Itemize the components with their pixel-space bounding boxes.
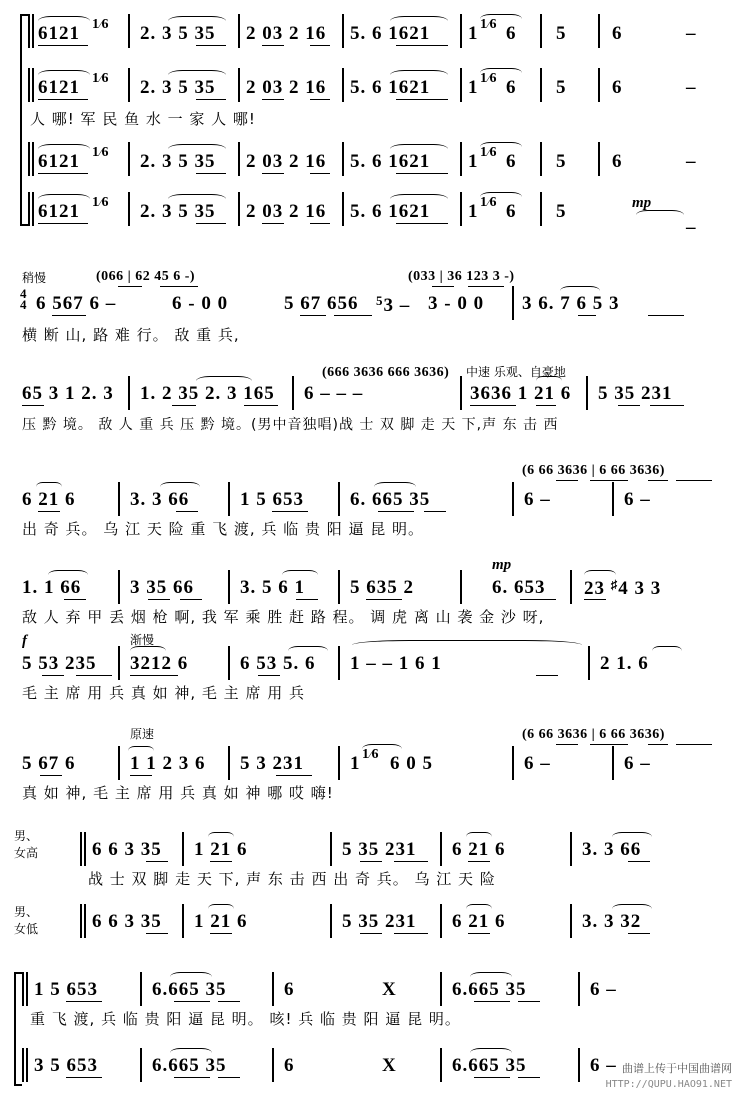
measure-notes: 1 21 6 xyxy=(194,911,248,932)
measure-notes: 6 xyxy=(506,23,517,44)
barline-double xyxy=(28,192,33,226)
barline xyxy=(182,832,184,866)
rest-x: X xyxy=(382,1055,397,1076)
barline xyxy=(140,1048,142,1082)
barline xyxy=(512,286,514,320)
barline xyxy=(512,482,514,516)
lyrics-line: 人 哪! 军 民 鱼 水 一 家 人 哪! xyxy=(30,110,256,128)
measure-notes: 3212 6 xyxy=(130,653,189,674)
barline xyxy=(238,68,240,102)
measure-notes: 1⁄6 xyxy=(480,71,498,86)
measure-notes: 2. 3 5 35 xyxy=(140,23,216,44)
measure-notes: 6 – xyxy=(524,753,551,774)
measure-notes: 6 – xyxy=(590,1055,617,1076)
barline xyxy=(342,192,344,226)
barline xyxy=(578,1048,580,1082)
barline xyxy=(228,646,230,680)
measure-notes: 6 xyxy=(284,979,295,1000)
measure-notes: 6 21 6 xyxy=(452,839,506,860)
cue-notes: (6 66 3636 | 6 66 3636) xyxy=(522,463,665,478)
measure-notes: 5. 6 1621 xyxy=(350,77,431,98)
barline xyxy=(570,904,572,938)
barline xyxy=(128,68,130,102)
measure-notes: 3 35 66 xyxy=(130,577,194,598)
measure-notes: – xyxy=(686,217,697,238)
barline xyxy=(228,482,230,516)
measure-notes: 1⁄6 xyxy=(92,145,110,160)
measure-notes: 1⁄6 xyxy=(92,17,110,32)
barline xyxy=(338,746,340,780)
barline xyxy=(182,904,184,938)
measure-notes: 6 6 3 35 xyxy=(92,911,162,932)
barline xyxy=(140,972,142,1006)
measure-notes: 1. 2 35 2. 3 165 xyxy=(140,383,275,404)
barline xyxy=(292,376,294,410)
time-signature: 4 4 xyxy=(20,286,27,312)
barline xyxy=(440,904,442,938)
measure-notes: 65 3 1 2. 3 xyxy=(22,383,114,404)
measure-notes: 5 xyxy=(556,77,567,98)
lyrics-line: 敌 人 弃 甲 丢 烟 枪 啊, 我 军 乘 胜 赶 路 程。 调 虎 离 山 袭 金 沙 呀, xyxy=(22,608,545,626)
measure-notes: 1⁄6 xyxy=(480,195,498,210)
barline xyxy=(128,376,130,410)
measure-notes: 6 xyxy=(612,23,623,44)
barline xyxy=(128,142,130,176)
barline xyxy=(612,746,614,780)
barline xyxy=(128,14,130,48)
barline xyxy=(238,14,240,48)
barline xyxy=(612,482,614,516)
measure-notes: 3. 3 66 xyxy=(582,839,642,860)
barline-double xyxy=(28,14,33,48)
cue-notes-right: (033 | 36 123 3 -) xyxy=(408,269,515,284)
measure-notes: 3 5 653 xyxy=(34,1055,98,1076)
measure-notes: 6.665 35 xyxy=(152,1055,227,1076)
barline xyxy=(540,14,542,48)
measure-notes: 5 3 231 xyxy=(240,753,304,774)
barline xyxy=(598,68,600,102)
tempo-marking: 稍慢 xyxy=(22,271,47,285)
barline-double xyxy=(22,1048,27,1082)
measure-notes: 6 567 6 – xyxy=(36,293,117,314)
barline xyxy=(586,376,588,410)
measure-notes: 6 – xyxy=(524,489,551,510)
measure-notes: 6 – xyxy=(590,979,617,1000)
barline-double xyxy=(80,832,85,866)
barline xyxy=(330,904,332,938)
barline xyxy=(118,746,120,780)
measure-notes: 1 xyxy=(468,77,479,98)
measure-notes: 1⁄6 xyxy=(92,71,110,86)
tempo-marking: 中速 乐观、自豪地 xyxy=(466,365,566,379)
part-label-high: 男、女高 xyxy=(14,829,39,860)
barline xyxy=(460,68,462,102)
barline xyxy=(460,570,462,604)
measure-notes: 2 03 2 16 xyxy=(246,23,327,44)
measure-notes: 3636 1 21 6 xyxy=(470,383,572,404)
barline xyxy=(272,1048,274,1082)
measure-notes: 5 635 2 xyxy=(350,577,414,598)
barline xyxy=(338,570,340,604)
measure-notes: 6. 665 35 xyxy=(350,489,431,510)
barline xyxy=(338,646,340,680)
barline xyxy=(570,570,572,604)
barline xyxy=(598,142,600,176)
lyrics-line: 战 士 双 脚 走 天 下, 声 东 击 西 出 奇 兵。 乌 江 天 险 xyxy=(88,870,496,888)
measure-notes: 3. 3 32 xyxy=(582,911,642,932)
measure-notes: 1 – – 1 6 1 xyxy=(350,653,442,674)
lyrics-line: 毛 主 席 用 兵 真 如 神, 毛 主 席 用 兵 xyxy=(22,684,305,702)
barline xyxy=(440,972,442,1006)
measure-notes: 6. 653 xyxy=(492,577,546,598)
measure-notes: 6.665 35 xyxy=(452,979,527,1000)
measure-notes: 1. 1 66 xyxy=(22,577,82,598)
barline xyxy=(570,832,572,866)
tempo-marking: 渐慢 xyxy=(130,633,155,647)
barline-double xyxy=(80,904,85,938)
barline xyxy=(342,14,344,48)
barline xyxy=(588,646,590,680)
barline xyxy=(342,68,344,102)
measure-notes: 6 xyxy=(506,201,517,222)
barline xyxy=(342,142,344,176)
measure-notes: 2. 3 5 35 xyxy=(140,151,216,172)
measure-notes: 1⁄6 xyxy=(92,195,110,210)
barline xyxy=(460,192,462,226)
measure-notes: 6 0 5 xyxy=(390,753,433,774)
barline xyxy=(118,646,120,680)
barline xyxy=(330,832,332,866)
measure-notes: – xyxy=(686,23,697,44)
rest-x: X xyxy=(382,979,397,1000)
measure-notes: 2 03 2 16 xyxy=(246,77,327,98)
measure-notes: 1 xyxy=(468,23,479,44)
measure-notes: 6 21 6 xyxy=(22,489,76,510)
dynamic-marking: mp xyxy=(632,195,652,211)
measure-notes: 5. 6 1621 xyxy=(350,23,431,44)
footer-note: 曲谱上传于中国曲谱网 xyxy=(622,1062,732,1075)
barline xyxy=(118,570,120,604)
measure-notes: 2 03 2 16 xyxy=(246,151,327,172)
barline xyxy=(540,68,542,102)
measure-notes: 5 xyxy=(556,201,567,222)
barline xyxy=(238,142,240,176)
lyrics-line: 真 如 神, 毛 主 席 用 兵 真 如 神 哪 哎 嗨! xyxy=(22,784,334,802)
measure-notes: – xyxy=(686,77,697,98)
measure-notes: 6 21 6 xyxy=(452,911,506,932)
lyrics-line: 出 奇 兵。 乌 江 天 险 重 飞 渡, 兵 临 贵 阳 逼 昆 明。 xyxy=(22,520,425,538)
measure-notes: 2 1. 6 xyxy=(600,653,649,674)
measure-notes: 6 – xyxy=(624,489,651,510)
barline xyxy=(460,376,462,410)
barline xyxy=(512,746,514,780)
barline xyxy=(228,570,230,604)
measure-notes: 1 xyxy=(350,753,361,774)
measure-notes: 2. 3 5 35 xyxy=(140,77,216,98)
measure-notes: 6 – xyxy=(624,753,651,774)
measure-notes: – xyxy=(686,151,697,172)
measure-notes: 6121 xyxy=(38,201,80,222)
measure-notes: 5 67 6 xyxy=(22,753,76,774)
measure-notes: 3. 5 6 1 xyxy=(240,577,305,598)
lyrics-line: 重 飞 渡, 兵 临 贵 阳 逼 昆 明。 咳! 兵 临 贵 阳 逼 昆 明。 xyxy=(30,1010,461,1028)
measure-notes: 5 xyxy=(556,151,567,172)
measure-notes: 3 - 0 0 xyxy=(428,293,485,314)
measure-notes: 5 xyxy=(556,23,567,44)
measure-notes: 5 35 231 xyxy=(342,839,417,860)
measure-notes: 5 53 235 xyxy=(22,653,97,674)
barline xyxy=(238,192,240,226)
dynamic-marking: mp xyxy=(492,557,512,573)
measure-notes: 6 53 5. 6 xyxy=(240,653,316,674)
measure-notes: 5 35 231 xyxy=(342,911,417,932)
barline xyxy=(118,482,120,516)
measure-notes: 1⁄6 xyxy=(362,747,380,762)
measure-notes: 5 67 656 xyxy=(284,293,359,314)
measure-notes: 6.665 35 xyxy=(152,979,227,1000)
measure-notes: 2. 3 5 35 xyxy=(140,201,216,222)
cue-notes-left: (066 | 62 45 6 -) xyxy=(96,269,196,284)
cue-notes: (666 3636 666 3636) xyxy=(322,365,450,380)
measure-notes: 6121 xyxy=(38,23,80,44)
system-9-bracket xyxy=(14,972,22,1086)
measure-notes: 1⁄6 xyxy=(480,145,498,160)
measure-notes: 5. 6 1621 xyxy=(350,201,431,222)
barline-double xyxy=(28,68,33,102)
measure-notes: 6 xyxy=(284,1055,295,1076)
lyrics-line: 压 黔 境。 敌 人 重 兵 压 黔 境。(男中音独唱)战 士 双 脚 走 天 下,声 东 击 西 xyxy=(22,417,559,433)
measure-notes: 6 xyxy=(612,77,623,98)
measure-notes: 1 1 2 3 6 xyxy=(130,753,206,774)
barline-double xyxy=(22,972,27,1006)
measure-notes: 3. 3 66 xyxy=(130,489,190,510)
barline xyxy=(228,746,230,780)
barline xyxy=(540,142,542,176)
measure-notes: $^5$3 – xyxy=(376,293,411,316)
measure-notes: 1 5 653 xyxy=(240,489,304,510)
part-label-low: 男、女低 xyxy=(14,905,39,936)
barline xyxy=(578,972,580,1006)
cue-notes: (6 66 3636 | 6 66 3636) xyxy=(522,727,665,742)
barline xyxy=(460,14,462,48)
measure-notes: 6 – – – xyxy=(304,383,364,404)
measure-notes: 5 35 231 xyxy=(598,383,673,404)
measure-notes: 6121 xyxy=(38,77,80,98)
measure-notes: 2 03 2 16 xyxy=(246,201,327,222)
measure-notes: 6 xyxy=(506,77,517,98)
barline xyxy=(540,192,542,226)
barline xyxy=(338,482,340,516)
measure-notes: 6 6 3 35 xyxy=(92,839,162,860)
barline xyxy=(460,142,462,176)
measure-notes: 1 5 653 xyxy=(34,979,98,1000)
measure-notes: 6.665 35 xyxy=(452,1055,527,1076)
lyrics-line: 横 断 山, 路 难 行。 敌 重 兵, xyxy=(22,326,240,344)
measure-notes: 1 xyxy=(468,151,479,172)
measure-notes: 5. 6 1621 xyxy=(350,151,431,172)
measure-notes: 3 6. 7 6 5 3 xyxy=(522,293,620,314)
system-1-bracket xyxy=(20,14,28,226)
measure-notes: 6121 xyxy=(38,151,80,172)
barline xyxy=(440,832,442,866)
barline xyxy=(272,972,274,1006)
barline xyxy=(128,192,130,226)
dynamic-marking: f xyxy=(22,633,27,649)
barline xyxy=(598,14,600,48)
footer-site: HTTP://QUPU.HAO91.NET xyxy=(605,1079,732,1090)
barline-double xyxy=(28,142,33,176)
measure-notes: 6 xyxy=(612,151,623,172)
measure-notes: 1 21 6 xyxy=(194,839,248,860)
measure-notes: 6 xyxy=(506,151,517,172)
measure-notes: 23 ♯4 3 3 xyxy=(584,577,662,599)
tempo-marking: 原速 xyxy=(130,727,155,741)
measure-notes: 1⁄6 xyxy=(480,17,498,32)
barline xyxy=(440,1048,442,1082)
measure-notes: 6 - 0 0 xyxy=(172,293,229,314)
measure-notes: 1 xyxy=(468,201,479,222)
